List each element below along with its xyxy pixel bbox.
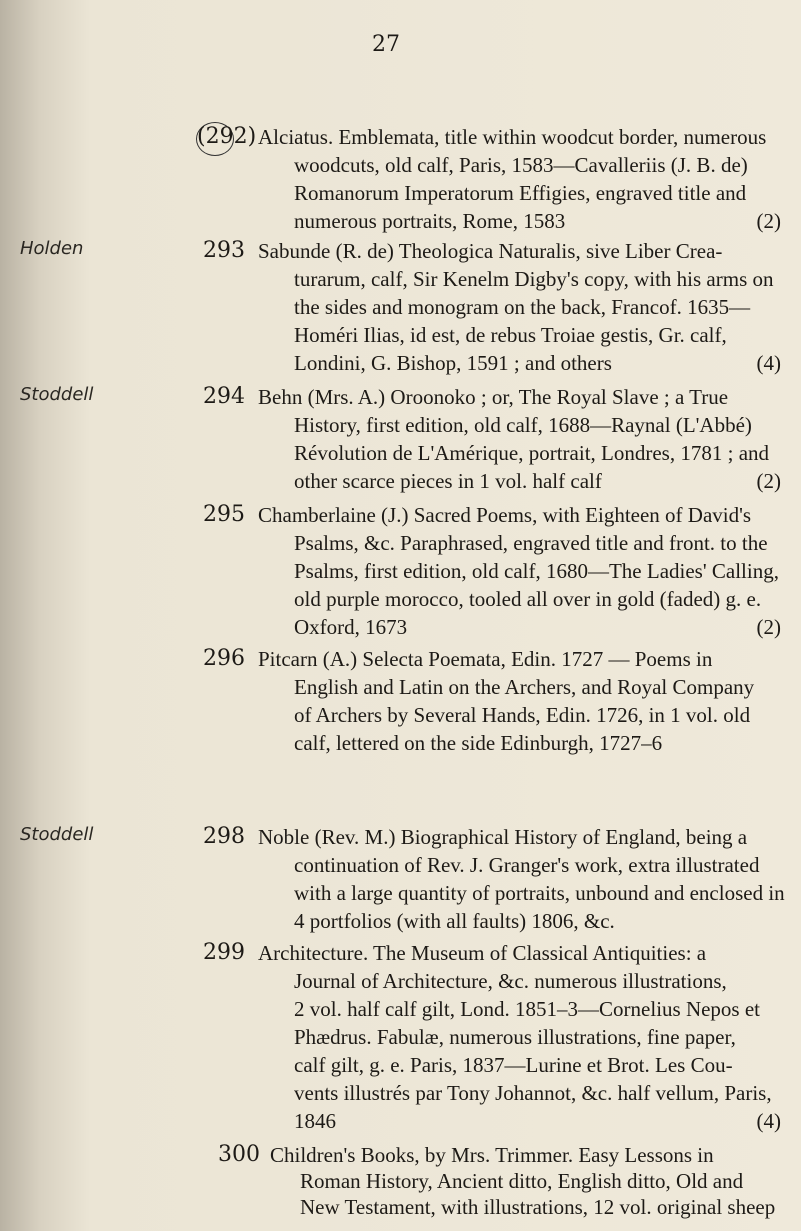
entry-line: Romanorum Imperatorum Effigies, engraved title and: [294, 181, 747, 205]
entry-line: Révolution de L'Amérique, portrait, Londres, 1781 ; and: [294, 441, 770, 465]
entry-line: Londini, G. Bishop, 1591 ; and others: [294, 351, 612, 375]
entry-line: 1846: [294, 1109, 336, 1133]
entry-line: woodcuts, old calf, Paris, 1583—Cavalleriis (J. B. de): [294, 153, 748, 177]
entry-line: calf, lettered on the side Edinburgh, 1727–6: [294, 731, 663, 755]
entry-line: other scarce pieces in 1 vol. half calf: [294, 469, 602, 493]
entry-line: Pitcarn (A.) Selecta Poemata, Edin. 1727 — Poems in: [258, 647, 713, 671]
entry-line: New Testament, with illustrations, 12 vol. original sheep: [300, 1195, 776, 1219]
entry-line: Sabunde (R. de) Theologica Naturalis, sive Liber Crea-: [258, 239, 723, 263]
entry-line: Children's Books, by Mrs. Trimmer. Easy Lessons in: [270, 1143, 714, 1167]
lot-number: 293: [203, 238, 245, 263]
margin-note: Stoddell: [20, 824, 94, 845]
entry-line: Architecture. The Museum of Classical Antiquities: a: [258, 941, 707, 965]
lot-number: 299: [203, 940, 245, 965]
entry-line: Oxford, 1673: [294, 615, 408, 639]
entry-line: of Archers by Several Hands, Edin. 1726, in 1 vol. old: [294, 703, 751, 727]
entry-line: Noble (Rev. M.) Biographical History of England, being a: [258, 825, 748, 849]
entry-line: Chamberlaine (J.) Sacred Poems, with Eighteen of David's: [258, 503, 752, 527]
quantity: (2): [756, 209, 781, 233]
lot-number: 295: [203, 502, 245, 527]
lot-number: 294: [203, 384, 245, 409]
entry-line: the sides and monogram on the back, Francof. 1635—: [294, 295, 751, 319]
entry-line: History, first edition, old calf, 1688—Raynal (L'Abbé): [294, 413, 752, 437]
entry-line: Alciatus. Emblemata, title within woodcut border, numerous: [258, 125, 767, 149]
quantity: (4): [756, 351, 781, 375]
entry-line: with a large quantity of portraits, unbound and enclosed in: [294, 881, 785, 905]
entry-line: Behn (Mrs. A.) Oroonoko ; or, The Royal Slave ; a True: [258, 385, 729, 409]
entry-line: continuation of Rev. J. Granger's work, extra illustrated: [294, 853, 760, 877]
quantity: (4): [756, 1109, 781, 1133]
entry-line: Psalms, first edition, old calf, 1680—The Ladies' Calling,: [294, 559, 779, 583]
page-number: 27: [372, 32, 400, 57]
entry-line: Phædrus. Fabulæ, numerous illustrations, fine paper,: [294, 1025, 736, 1049]
lot-number: 296: [203, 646, 245, 671]
entry-line: calf gilt, g. e. Paris, 1837—Lurine et Brot. Les Cou-: [294, 1053, 733, 1077]
lot-number: (292): [197, 124, 257, 149]
quantity: (2): [756, 615, 781, 639]
entry-line: Psalms, &c. Paraphrased, engraved title and front. to the: [294, 531, 768, 555]
margin-note: Stoddell: [20, 384, 94, 405]
entry-line: old purple morocco, tooled all over in gold (faded) g. e.: [294, 587, 762, 611]
entry-line: Roman History, Ancient ditto, English ditto, Old and: [300, 1169, 744, 1193]
margin-note: Holden: [20, 238, 84, 259]
entry-line: numerous portraits, Rome, 1583: [294, 209, 566, 233]
entry-line: vents illustrés par Tony Johannot, &c. half vellum, Paris,: [294, 1081, 772, 1105]
entry-line: Journal of Architecture, &c. numerous illustrations,: [294, 969, 727, 993]
lot-number: 298: [203, 824, 245, 849]
entry-line: 2 vol. half calf gilt, Lond. 1851–3—Cornelius Nepos et: [294, 997, 761, 1021]
entry-line: turarum, calf, Sir Kenelm Digby's copy, with his arms on: [294, 267, 774, 291]
entry-line: Homéri Ilias, id est, de rebus Troiae gestis, Gr. calf,: [294, 323, 727, 347]
lot-number: 300: [218, 1142, 260, 1167]
quantity: (2): [756, 469, 781, 493]
entry-line: English and Latin on the Archers, and Royal Company: [294, 675, 755, 699]
entry-line: 4 portfolios (with all faults) 1806, &c.: [294, 909, 615, 933]
